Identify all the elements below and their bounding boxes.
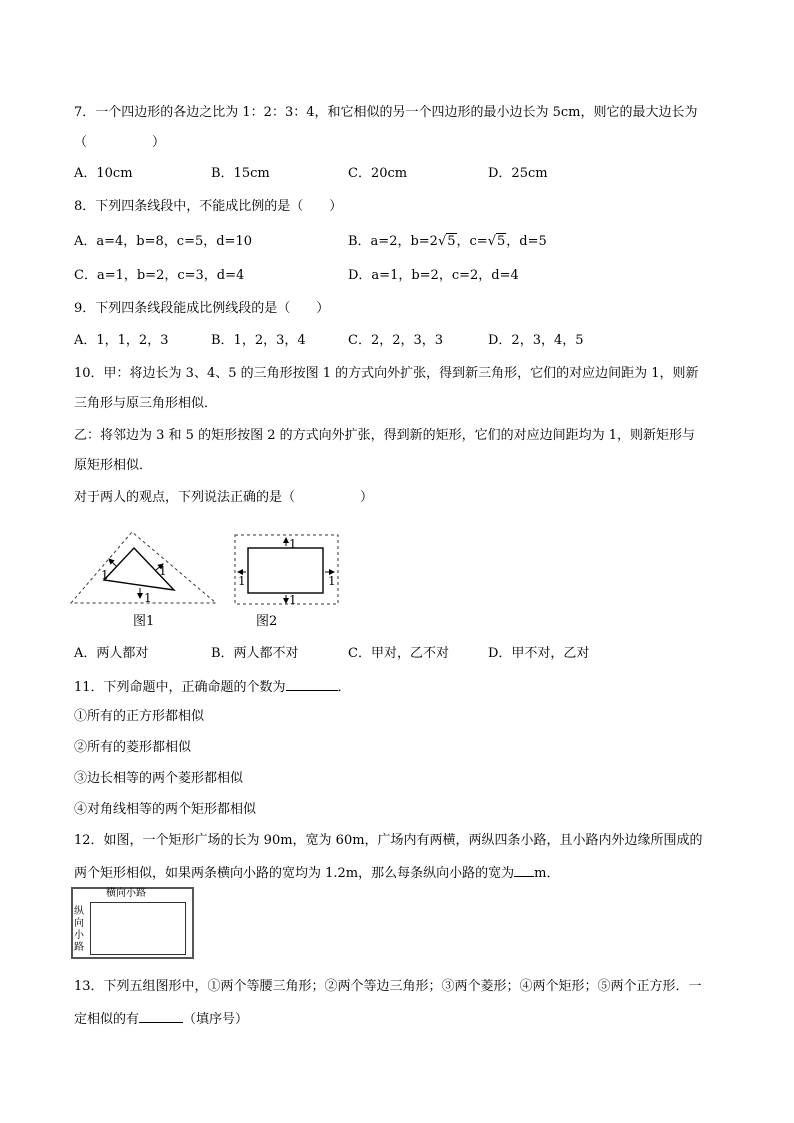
q8-stem: 8．下列四条线段中，不能成比例的是（ ） [74, 199, 343, 214]
q10-yi-line1: 乙：将邻边为 3 和 5 的矩形按图 2 的方式向外扩张，得到新的矩形，它们的对应边间距均为 1，则新矩形与 [74, 428, 696, 443]
sqrt-5: √5 [437, 234, 456, 249]
inner-rectangle [248, 548, 323, 593]
answer-blank[interactable] [139, 1008, 183, 1023]
label-bottom: 1 [144, 591, 152, 605]
q10-ask: 对于两人的观点，下列说法正确的是（ ） [74, 490, 374, 505]
q10-jia-line1: 10．甲：将边长为 3、4、5 的三角形按图 1 的方式向外扩张，得到新三角形，它们的对应边间距为 1，则新 [74, 366, 699, 381]
q8-option-a: A．a=4，b=8，c=5，d=10 [74, 234, 252, 249]
q7-option-d: D．25cm [488, 166, 548, 181]
q13-line2-text: 定相似的有 [74, 1012, 140, 1027]
q8-option-c: C．a=1，b=2，c=3，d=4 [74, 268, 245, 283]
figure-2-caption: 图2 [256, 614, 278, 629]
q10-yi-line2: 原矩形相似． [74, 458, 153, 473]
q10-option-a: A．两人都对 [74, 646, 149, 661]
q11-stem-end: ． [337, 680, 351, 695]
q11-item-2: ②所有的菱形都相似 [74, 740, 192, 755]
sqrt-5-2: √5 [487, 234, 506, 249]
q7-option-c: C．20cm [348, 166, 408, 181]
label-right: 1 [159, 564, 167, 578]
q13-line2-end: （填序号） [183, 1012, 249, 1027]
answer-blank[interactable] [514, 862, 534, 877]
label-right: 1 [328, 574, 336, 588]
q13-line2 [74, 1008, 248, 1030]
horizontal-path-label: 横向小路 [106, 888, 146, 899]
q11-stem-text: 11．下列命题中，正确命题的个数为 [74, 680, 286, 695]
q7-option-b: B．15cm [211, 166, 270, 181]
q9-option-b: B．1，2，3，4 [211, 333, 306, 348]
q13-line1: 13．下列五组图形中，①两个等腰三角形；②两个等边三角形；③两个菱形；④两个矩形；⑤两个正方形．一 [74, 979, 702, 994]
q12-line2-end: m． [534, 866, 560, 881]
label-bottom: 1 [289, 593, 297, 607]
q12-line2 [74, 862, 559, 884]
q10-option-c: C．甲对，乙不对 [348, 646, 449, 661]
inner-rectangle [90, 902, 186, 955]
q11-item-1: ①所有的正方形都相似 [74, 709, 205, 724]
figure-1-triangle [66, 528, 222, 610]
figure-2-rectangle [232, 532, 342, 608]
q8-option-b-prefix: B．a=2，b=2 [348, 234, 438, 249]
q7-option-a: A．10cm [74, 166, 133, 181]
q7-stem: 7．一个四边形的各边之比为 1：2：3：4，和它相似的另一个四边形的最小边长为 5cm，则它的最大边长为 [74, 105, 698, 120]
q11-stem [74, 676, 351, 698]
q9-option-c: C．2，2，3，3 [348, 333, 444, 348]
q9-option-a: A．1，1，2，3 [74, 333, 169, 348]
q10-option-d: D．甲不对，乙对 [488, 646, 590, 661]
q8-option-b [348, 232, 547, 252]
arrow-left [109, 559, 116, 566]
answer-blank[interactable] [286, 676, 338, 691]
q10-option-b: B．两人都不对 [211, 646, 299, 661]
q9-stem: 9．下列四条线段能成比例线段的是（ ） [74, 301, 330, 316]
vertical-path-label: 纵向小路 [74, 906, 84, 953]
q9-option-d: D．2，3，4，5 [488, 333, 584, 348]
q12-line2-text: 两个矩形相似，如果两条横向小路的宽均为 1.2m，那么每条纵向小路的宽为 [74, 866, 515, 881]
label-left: 1 [101, 568, 109, 582]
figure-1-caption: 图1 [133, 614, 155, 629]
q8-option-d: D．a=1，b=2，c=2，d=4 [348, 268, 519, 283]
q10-jia-line2: 三角形与原三角形相似． [74, 396, 218, 411]
q11-item-3: ③边长相等的两个菱形都相似 [74, 771, 244, 786]
figure-3-plaza [71, 887, 194, 959]
q8-option-b-suffix: ，d=5 [506, 234, 547, 249]
q12-line1: 12．如图，一个矩形广场的长为 90m，宽为 60m，广场内有两横，两纵四条小路，且小路内外边缘所围成的 [74, 833, 703, 848]
q11-item-4: ④对角线相等的两个矩形都相似 [74, 802, 257, 817]
label-left: 1 [238, 574, 246, 588]
q7-paren: （ ） [74, 135, 166, 150]
q8-option-b-mid: ，c= [456, 234, 488, 249]
label-top: 1 [289, 537, 297, 551]
